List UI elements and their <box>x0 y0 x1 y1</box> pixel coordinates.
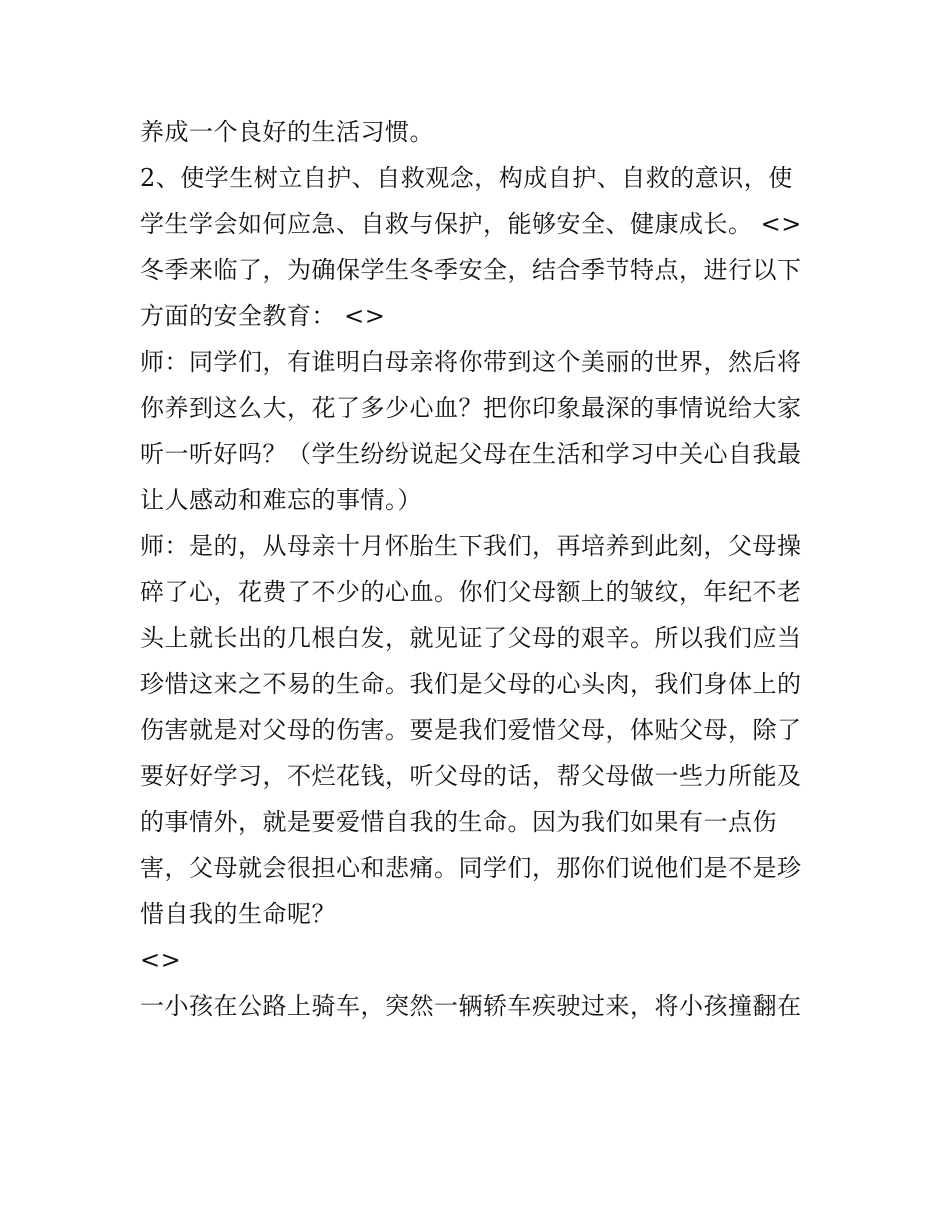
text-line: 珍惜这来之不易的生命。我们是父母的心头肉，我们身体上的 <box>140 670 802 698</box>
text-line: 的事情外，就是要爱惜自我的生命。因为我们如果有一点伤 <box>140 808 777 836</box>
text-line: 你养到这么大，花了多少心血？把你印象最深的事情说给大家 <box>140 394 802 422</box>
text-line: 师：是的，从母亲十月怀胎生下我们，再培养到此刻，父母操 <box>140 532 802 560</box>
text-line: 让人感动和难忘的事情。） <box>140 486 422 514</box>
text-line: 害，父母就会很担心和悲痛。同学们，那你们说他们是不是珍 <box>140 854 802 882</box>
text-line: 学生学会如何应急、自救与保护，能够安全、健康成长。 <> <box>140 210 802 238</box>
text-line: 一小孩在公路上骑车，突然一辆轿车疾驶过来，将小孩撞翻在 <box>140 992 802 1020</box>
text-line: <> <box>140 946 182 974</box>
text-line: 养成一个良好的生活习惯。 <box>140 118 434 146</box>
body-text <box>140 109 820 1029</box>
text-line: 听一听好吗？（学生纷纷说起父母在生活和学习中关心自我最 <box>140 440 802 468</box>
text-line: 师：同学们，有谁明白母亲将你带到这个美丽的世界，然后将 <box>140 348 802 376</box>
text-line: 惜自我的生命呢？ <box>140 900 336 928</box>
text-line: 伤害就是对父母的伤害。要是我们爱惜父母，体贴父母，除了 <box>140 716 802 744</box>
text-line: 要好好学习，不烂花钱，听父母的话，帮父母做一些力所能及 <box>140 762 802 790</box>
text-line: 2、使学生树立自护、自救观念，构成自护、自救的意识，使 <box>140 164 793 192</box>
text-line: 方面的安全教育： <> <box>140 302 386 330</box>
text-line: 冬季来临了，为确保学生冬季安全，结合季节特点，进行以下 <box>140 256 802 284</box>
text-line: 碎了心，花费了不少的心血。你们父母额上的皱纹，年纪不老 <box>140 578 802 606</box>
text-line: 头上就长出的几根白发，就见证了父母的艰辛。所以我们应当 <box>140 624 802 652</box>
